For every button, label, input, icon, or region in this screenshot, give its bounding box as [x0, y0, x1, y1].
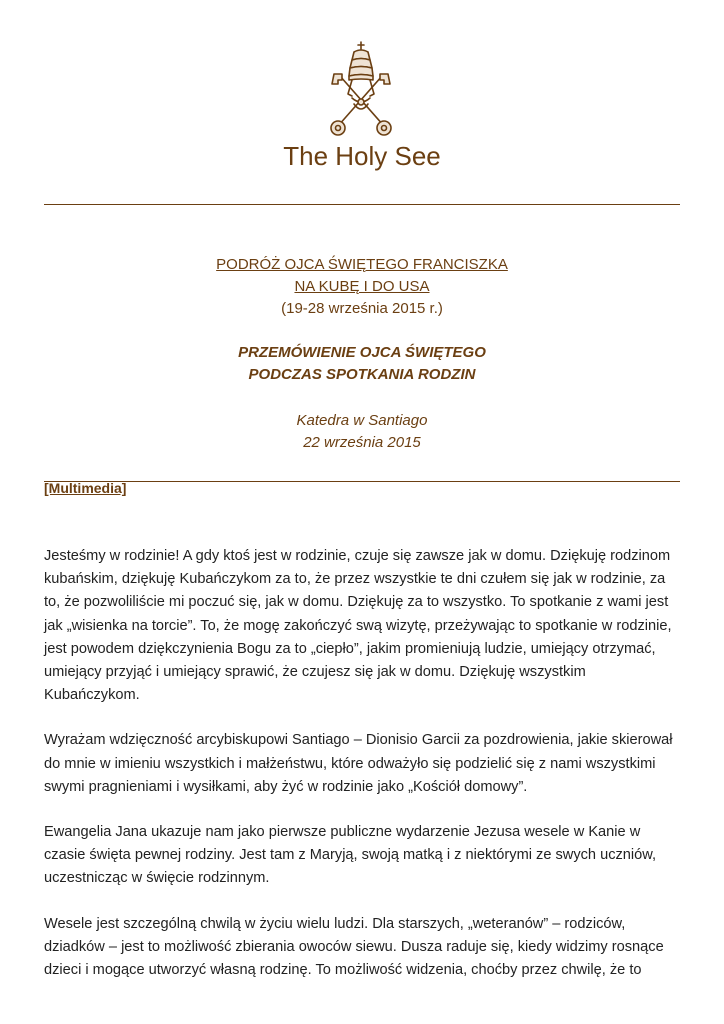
speech-title [0, 342, 724, 386]
paragraph: Ewangelia Jana ukazuje nam jako pierwsze publiczne wydarzenie Jezusa wesele w Kanie w czasie święta pewnej rodziny. Jest tam z Maryją, swoją matką i z niektórymi ze swych uczniów, uczestnicząc w święcie rodzinnym. [44, 824, 657, 887]
paragraph: Jesteśmy w rodzinie! A gdy ktoś jest w rodzinie, czuje się zawsze jak w domu. Dziękuję rodzinom kubańskim, dziękuję Kubańczykom za to, że przez wszystkie te dni czułem się jak w rodzinie, za to, że pozwoliliście mi poczuć się, jak w domu. Dziękuję za to wszystko. To spotkanie z wami jest jak „wisienka na torcie”. To, że mogę zakończyć swą wizytę, przeżywając to spotkanie w rodzinie, jest powodem dziękczynienia Bogu za to „ciepło”, jakim promieniują ludzie, umiejący otrzymać, umiejący przyjąć i umiejący sprawić, że czujesz się jak w domu. Dziękuję wszystkim Kubańczykom. [44, 548, 672, 704]
speech-date: 22 września 2015 [303, 434, 421, 451]
speech-title-line-2: PODCZAS SPOTKANIA RODZIN [248, 366, 476, 383]
trip-dates: (19-28 września 2015 r.) [281, 300, 443, 317]
speech-place-date [0, 410, 724, 454]
paragraph: Wesele jest szczególną chwilą w życiu wielu ludzi. Dla starszych, „weteranów” – rodziców, dziadków – jest to możliwość zbierania owoców siewu. Dusza raduje się, kiedy widzimy rosnące dzieci i mogące utworzyć własną rodzinę. To możliwość widzenia, choćby przez chwilę, że to [44, 915, 664, 979]
papal-keys-tiara-emblem-icon [318, 40, 404, 140]
paragraph: Wyrażam wdzięczność arcybiskupowi Santiago – Dionisio Garcii za pozdrowienia, jakie skierował do mnie w imieniu wszystkich i małżeństwu, które odważyło się podzielić się z nami wszystkimi swymi pragnieniami i wysiłkami, aby żyć w rodzinie jako „Kościół domowy”. [44, 732, 673, 795]
speech-body [44, 545, 684, 1004]
content-divider [44, 481, 680, 482]
header-divider [44, 204, 680, 205]
speech-title-line-1: PRZEMÓWIENIE OJCA ŚWIĘTEGO [238, 344, 486, 361]
trip-title-line-1[interactable]: PODRÓŻ OJCA ŚWIĘTEGO FRANCISZKA [216, 256, 508, 273]
multimedia-link[interactable]: [Multimedia] [44, 480, 127, 496]
speech-location: Katedra w Santiago [296, 412, 428, 429]
trip-title-line-2[interactable]: NA KUBĘ I DO USA [294, 278, 430, 295]
trip-heading [0, 254, 724, 320]
site-title[interactable]: The Holy See [283, 141, 441, 171]
